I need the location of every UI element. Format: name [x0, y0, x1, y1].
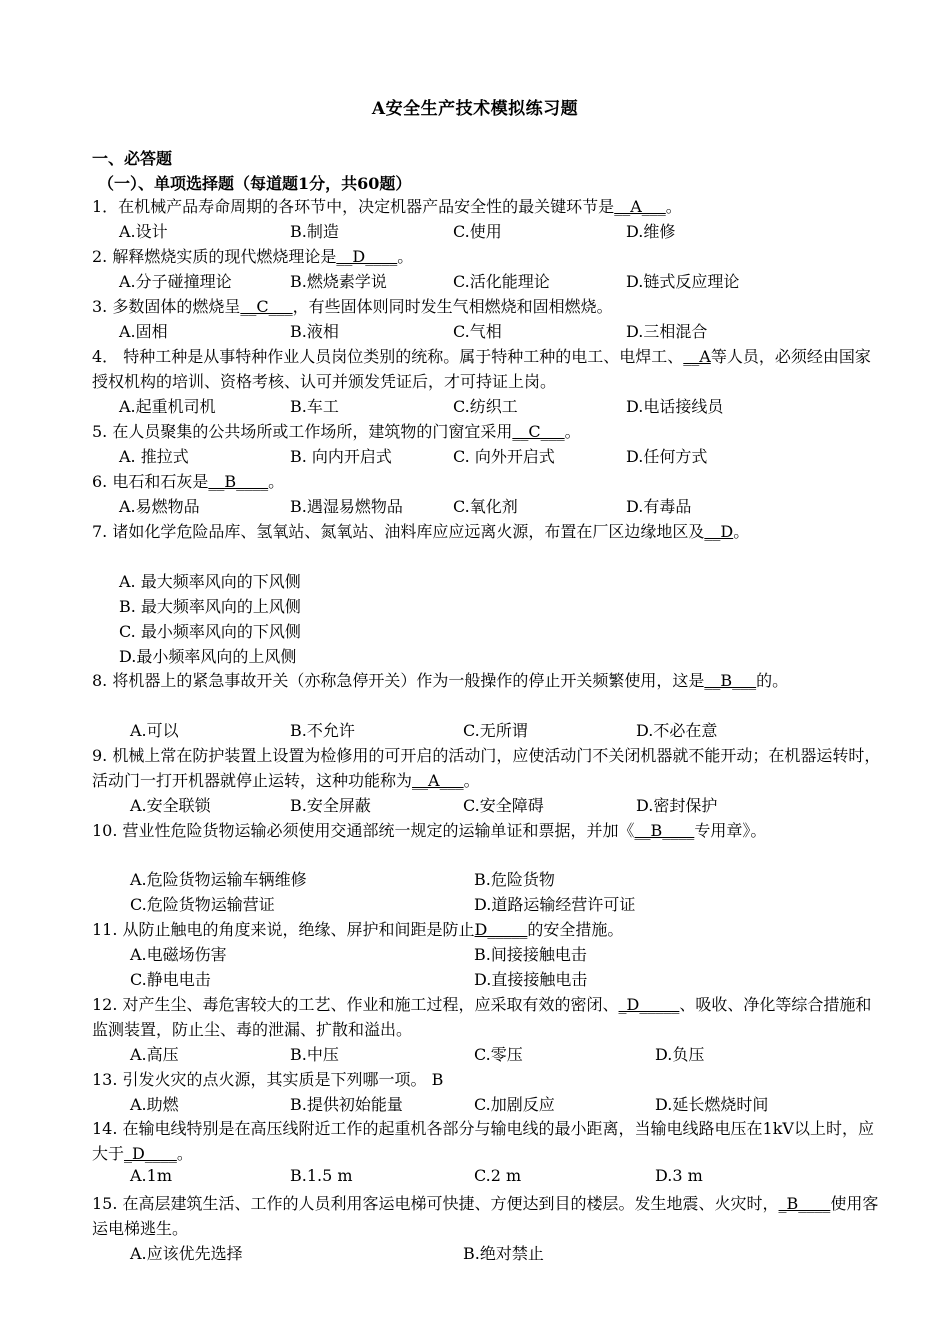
- question-11: [92, 917, 882, 942]
- option-a: A.应该优先选择: [130, 1244, 243, 1263]
- question-text-end: ，有些固体则同时发生气相燃烧和固相燃烧。: [292, 297, 613, 316]
- question-text: 8. 将机器上的紧急事故开关（亦称急停开关）作为一般操作的停止开关频繁使用，这是: [92, 671, 705, 690]
- section-heading: 一、必答题: [92, 149, 173, 168]
- answer-blank: __B___: [704, 671, 757, 690]
- question-text-end: 、吸收、净化等综合措施和监测装置，防止尘、毒的泄漏、扩散和溢出。: [92, 995, 872, 1039]
- question-text-end: 。: [564, 422, 581, 441]
- option-b: B.间接接触电击: [474, 945, 587, 964]
- option-c: C.安全障碍: [463, 796, 544, 815]
- question-1: [92, 194, 882, 219]
- question-text-end: 等人员，必须经由国家授权机构的培训、资格考核、认可并颁发凭证后，才可持证上岗。: [92, 347, 871, 391]
- question-text-end: 。: [397, 247, 414, 266]
- answer-blank: _D_____: [618, 995, 680, 1014]
- question-text: 3. 多数固体的燃烧呈: [92, 297, 241, 316]
- option-d: D.任何方式: [626, 447, 708, 466]
- answer-blank: __A___: [614, 197, 666, 216]
- option-c: C.使用: [453, 222, 502, 241]
- option-c: C.无所谓: [463, 721, 528, 740]
- answer-blank: __B____: [208, 472, 269, 491]
- question-text-end: 。: [665, 197, 682, 216]
- option-a: A.安全联锁: [130, 796, 211, 815]
- question-text-end: 。: [733, 522, 750, 541]
- option-a: A.助燃: [130, 1095, 179, 1114]
- question-text-end: 。: [463, 771, 480, 790]
- option-b: B.危险货物: [474, 870, 555, 889]
- option-d: D.电话接线员: [626, 397, 724, 416]
- option-b: B.安全屏蔽: [290, 796, 371, 815]
- question-5: [92, 419, 882, 444]
- options-row: [0, 394, 950, 419]
- option-d: D.三相混合: [626, 322, 708, 341]
- question-10: [92, 818, 882, 843]
- option-c: C.危险货物运输营证: [130, 895, 275, 914]
- answer-blank: __C___: [240, 297, 293, 316]
- option-c: C.2 m: [474, 1166, 522, 1185]
- option-d: D.延长燃烧时间: [655, 1095, 769, 1114]
- document-title: A安全生产技术模拟练习题: [371, 99, 579, 119]
- options-row: [0, 219, 950, 244]
- options-row: [0, 494, 950, 519]
- option-b: B.提供初始能量: [290, 1095, 403, 1114]
- options-row: [0, 942, 950, 967]
- option-d: D.直接接触电击: [474, 970, 588, 989]
- question-text: 7. 诸如化学危险品库、氢氧站、氮氧站、油料库应应远离火源，布置在厂区边缘地区及: [92, 522, 705, 541]
- option-a: A.易燃物品: [119, 497, 200, 516]
- option-c: C. 向外开启式: [453, 447, 555, 466]
- options-row: [0, 269, 950, 294]
- option-b: B.遇湿易燃物品: [290, 497, 403, 516]
- options-row: [0, 718, 950, 743]
- question-13: [92, 1067, 882, 1092]
- options-row: [0, 892, 950, 917]
- question-text: 13. 引发火灾的点火源，其实质是下列哪一项。 B: [92, 1070, 444, 1089]
- answer-blank: __D____: [336, 247, 398, 266]
- question-text-end: 。: [268, 472, 285, 491]
- option-c: C.零压: [474, 1045, 523, 1064]
- option-b: B.液相: [290, 322, 339, 341]
- question-8: [92, 668, 882, 693]
- option-c: C.纺织工: [453, 397, 518, 416]
- answer-blank: _D____: [124, 1144, 177, 1163]
- question-text-end: 。: [176, 1144, 193, 1163]
- option-a: A.可以: [130, 721, 179, 740]
- answer-blank: _B____: [778, 1194, 831, 1213]
- option-a: A.起重机司机: [119, 397, 216, 416]
- question-7: [92, 519, 882, 544]
- options-row: [0, 793, 950, 818]
- option-b: B.绝对禁止: [463, 1244, 544, 1263]
- option-c: C. 最小频率风向的下风侧: [119, 622, 301, 641]
- options-row: [0, 867, 950, 892]
- option-b: B.中压: [290, 1045, 339, 1064]
- question-3: [92, 294, 882, 319]
- question-9: [92, 743, 882, 793]
- option-d: D.道路运输经营许可证: [474, 895, 636, 914]
- question-text: 15. 在高层建筑生活、工作的人员利用客运电梯可快捷、方便达到目的楼层。发生地震、火灾时，: [92, 1194, 779, 1213]
- answer-blank: __B____: [634, 821, 695, 840]
- question-text-end: 的。: [756, 671, 789, 690]
- question-text: 6. 电石和石灰是: [92, 472, 209, 491]
- options-row: [0, 967, 950, 992]
- options-row: [0, 1241, 950, 1266]
- question-15: [92, 1191, 882, 1241]
- options-row: [0, 444, 950, 469]
- option-d: D.最小频率风向的上风侧: [119, 647, 297, 666]
- question-text: 12. 对产生尘、毒危害较大的工艺、作业和施工过程，应采取有效的密闭、: [92, 995, 619, 1014]
- option-d: D.负压: [655, 1045, 705, 1064]
- question-text: 9. 机械上常在防护装置上设置为检修用的可开启的活动门，应使活动门不关闭机器就不能开动；在机器运转时，活动门一打开机器就停止运转，这种功能称为: [92, 746, 881, 790]
- question-text: 2. 解释燃烧实质的现代燃烧理论是: [92, 247, 337, 266]
- option-b: B.车工: [290, 397, 339, 416]
- option-b: B. 最大频率风向的上风侧: [119, 597, 301, 616]
- question-text: 1．在机械产品寿命周期的各环节中，决定机器产品安全性的最关键环节是: [92, 197, 615, 216]
- option-d: D.3 m: [655, 1166, 703, 1185]
- option-a: A.高压: [130, 1045, 179, 1064]
- option-b: B.1.5 m: [290, 1166, 353, 1185]
- options-row: [0, 1042, 950, 1067]
- question-4: [92, 344, 882, 394]
- question-text: 14. 在输电线特别是在高压线附近工作的起重机各部分与输电线的最小距离，当输电线路电压在1kV以上时，应大于: [92, 1119, 874, 1163]
- option-c: C.活化能理论: [453, 272, 550, 291]
- option-a: A.设计: [119, 222, 168, 241]
- question-text-end: 使用客运电梯逃生。: [92, 1194, 879, 1238]
- option-a: A.电磁场伤害: [130, 945, 227, 964]
- question-text: 11. 从防止触电的角度来说，绝缘、屏护和间距是防止: [92, 920, 475, 939]
- answer-blank: __C___: [512, 422, 565, 441]
- answer-blank: __A: [683, 347, 711, 366]
- option-a: A.分子碰撞理论: [119, 272, 232, 291]
- option-b: B.不允许: [290, 721, 355, 740]
- answer-blank: __D: [704, 522, 734, 541]
- option-d: D.密封保护: [636, 796, 718, 815]
- option-b: B. 向内开启式: [290, 447, 392, 466]
- option-c: C.气相: [453, 322, 502, 341]
- option-a: A. 推拉式: [119, 447, 189, 466]
- option-c: C.氧化剂: [453, 497, 518, 516]
- question-14: [92, 1116, 882, 1166]
- question-12: [92, 992, 882, 1042]
- question-text: 5. 在人员聚集的公共场所或工作场所，建筑物的门窗宜采用: [92, 422, 513, 441]
- question-text-end: 的安全措施。: [527, 920, 624, 939]
- answer-blank: __A___: [412, 771, 464, 790]
- question-text: 10. 营业性危险货物运输必须使用交通部统一规定的运输单证和票据，并加《: [92, 821, 635, 840]
- option-a: A.1m: [130, 1166, 172, 1185]
- option-d: D.不必在意: [636, 721, 718, 740]
- option-c: C.加剧反应: [474, 1095, 555, 1114]
- question-2: [92, 244, 882, 269]
- question-6: [92, 469, 882, 494]
- question-text-end: 专用章》。: [694, 821, 767, 840]
- options-row: [0, 1166, 950, 1191]
- options-row: [0, 319, 950, 344]
- question-text: 4． 特种工种是从事特种作业人员岗位类别的统称。属于特种工种的电工、电焊工、: [92, 347, 684, 366]
- option-a: A. 最大频率风向的下风侧: [119, 572, 301, 591]
- options-row: [0, 1092, 950, 1117]
- option-a: A.固相: [119, 322, 168, 341]
- option-d: D.维修: [626, 222, 676, 241]
- option-b: B.燃烧素学说: [290, 272, 387, 291]
- option-d: D.有毒品: [626, 497, 692, 516]
- option-a: A.危险货物运输车辆维修: [130, 870, 307, 889]
- option-b: B.制造: [290, 222, 339, 241]
- subsection-heading: （一）、单项选择题（每道题1分，共60题）: [98, 174, 412, 193]
- option-d: D.链式反应理论: [626, 272, 740, 291]
- option-c: C.静电电击: [130, 970, 211, 989]
- answer-blank: D_____: [474, 920, 528, 939]
